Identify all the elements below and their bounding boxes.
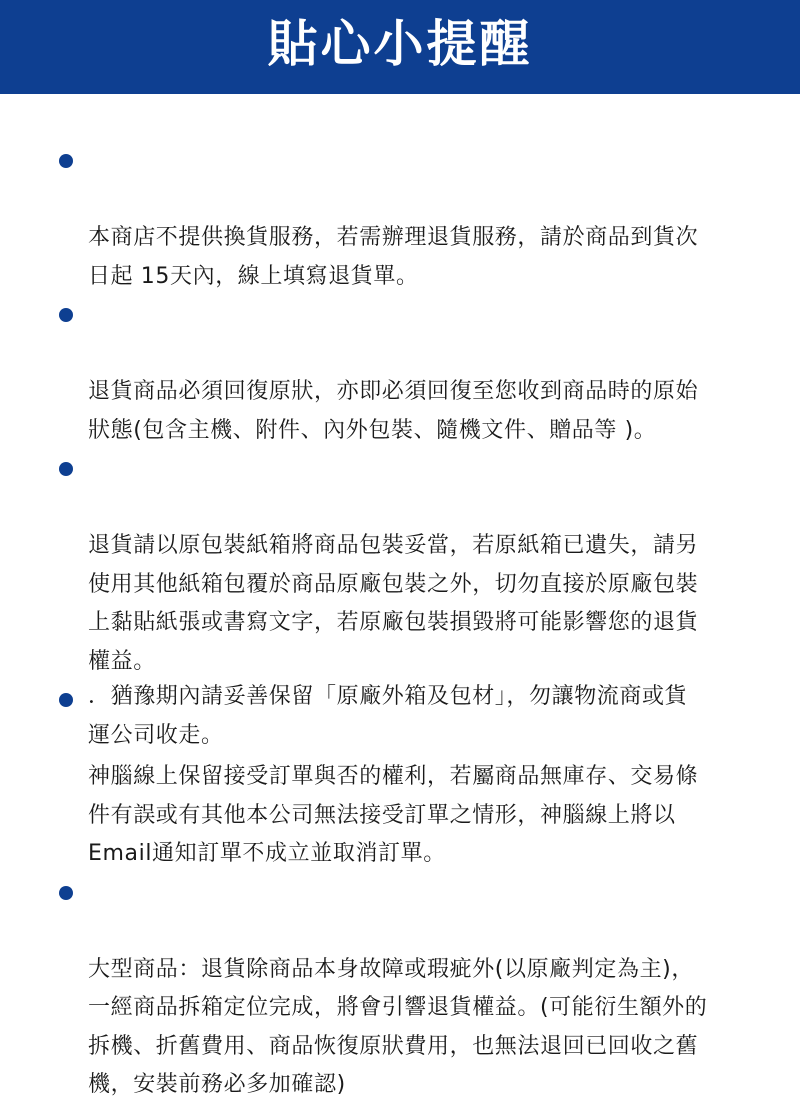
bullet-icon [59, 308, 73, 322]
list-item-text: 退貨商品必須回復原狀，亦即必須回復至您收到商品時的原始 狀態(包含主機、附件、內外包裝、隨機文件、贈品等 )。 [88, 379, 699, 443]
notice-list [0, 142, 800, 1105]
page-title: 貼心小提醒 [267, 15, 533, 73]
bullet-icon [59, 154, 73, 168]
header-banner [0, 0, 800, 94]
list-item-text: 本商店不提供換貨服務，若需辦理退貨服務，請於商品到貨次 日起 15天內，線上填寫退貨單。 [88, 225, 699, 289]
bullet-icon [59, 693, 73, 707]
bullet-icon [59, 886, 73, 900]
list-item-text: 大型商品：退貨除商品本身故障或瑕疵外(以原廠判定為主)， 一經商品拆箱定位完成，將會引響退貨權益。(可能衍生額外的 拆機、折舊費用、商品恢復原狀費用，也無法退回已回收之舊 機，安裝前務必多加確認) [88, 956, 708, 1097]
list-item [0, 874, 800, 1105]
list-item [0, 450, 800, 681]
list-item-text: 神腦線上保留接受訂單與否的權利，若屬商品無庫存、交易條 件有誤或有其他本公司無法接受訂單之情形，神腦線上將以 Email通知訂單不成立並取消訂單。 [88, 764, 699, 866]
list-item [0, 142, 800, 296]
list-item [0, 296, 800, 450]
cooling-off-note: ．猶豫期內請妥善保留「原廠外箱及包材」，勿讓物流商或貨 運公司收走。 [88, 684, 688, 748]
list-item-text: 退貨請以原包裝紙箱將商品包裝妥當，若原紙箱已遺失，請另 使用其他紙箱包覆於商品原廠包裝之外，切勿直接於原廠包裝 上黏貼紙張或書寫文字，若原廠包裝損毀將可能影響您的退貨 權益。 [88, 533, 699, 674]
bullet-icon [59, 462, 73, 476]
